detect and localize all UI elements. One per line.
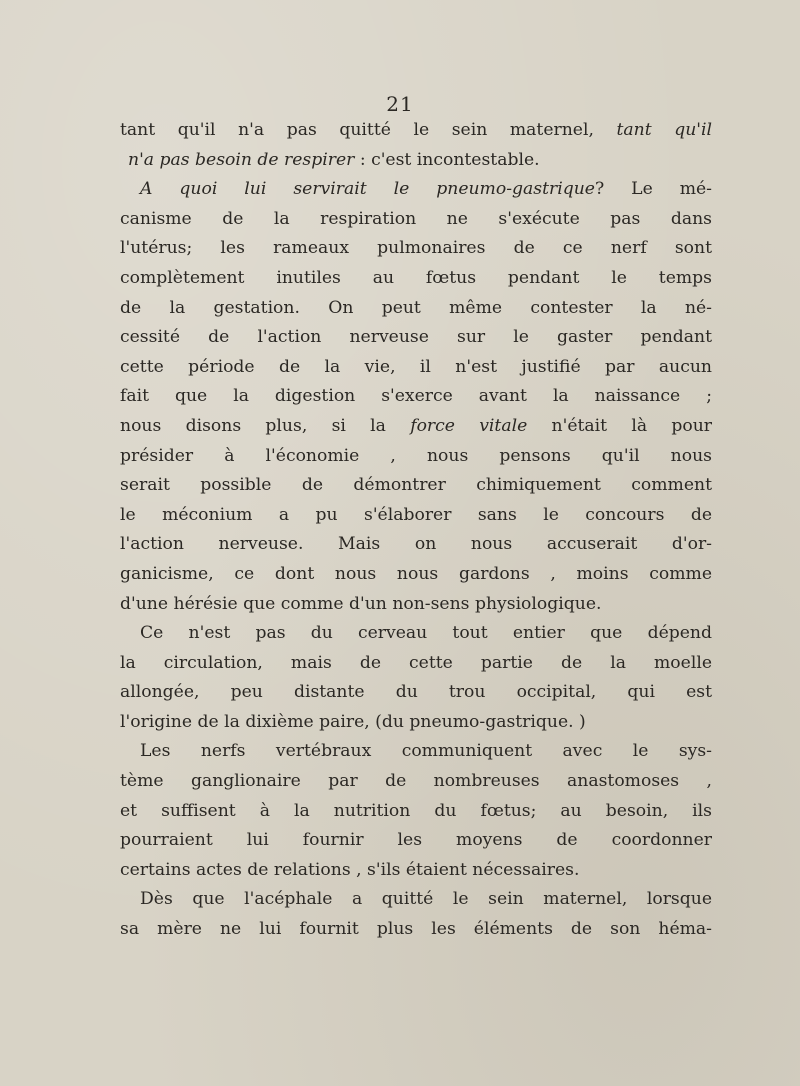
italic-text: force vitale <box>410 415 528 436</box>
text-run: cessité de l'action nerveuse sur le gaster pendant <box>120 327 712 348</box>
text-run: fait que la digestion s'exerce avant la naissance ; <box>120 386 712 407</box>
text-line <box>120 560 712 590</box>
text-run: pourraient lui fournir les moyens de coordonner <box>120 830 712 851</box>
text-run: Ce n'est pas du cerveau tout entier que dépend <box>140 623 712 644</box>
text-line <box>120 234 712 264</box>
text-run: de la gestation. On peut même contester la né- <box>120 297 712 318</box>
text-line <box>120 708 712 738</box>
text-line <box>120 885 712 915</box>
text-line <box>120 501 712 531</box>
text-run: présider à l'économie , nous pensons qu'il nous <box>120 445 712 466</box>
text-run: Les nerfs vertébraux communiquent avec le sys- <box>140 741 712 762</box>
text-run: sa mère ne lui fournit plus les éléments de son héma- <box>120 919 712 940</box>
text-line <box>120 826 712 856</box>
body-text <box>120 116 712 945</box>
text-line <box>120 382 712 412</box>
text-line <box>120 767 712 797</box>
text-run: tant qu'il n'a pas quitté le sein maternel, <box>120 120 617 140</box>
italic-text: A quoi lui servirait le pneumo-gastrique <box>140 179 595 200</box>
text-line <box>120 590 712 620</box>
text-line <box>120 737 712 767</box>
text-line <box>120 442 712 472</box>
text-run: canisme de la respiration ne s'exécute pas dans <box>120 208 712 229</box>
text-run: complètement inutiles au fœtus pendant le temps <box>120 267 712 288</box>
text-run: n'était là pour <box>527 415 713 436</box>
text-run: serait possible de démontrer chimiquement comment <box>120 475 712 496</box>
text-line <box>120 797 712 827</box>
text-run: certains actes de relations , s'ils étaient nécessaires. <box>120 859 580 880</box>
text-run: l'action nerveuse. Mais on nous accuserait d'or- <box>120 534 712 555</box>
text-line <box>120 146 712 176</box>
text-run: : c'est incontestable. <box>354 149 540 170</box>
text-run: le méconium a pu s'élaborer sans le concours de <box>120 504 712 525</box>
text-run: d'une hérésie que comme d'un non-sens physiologique. <box>120 593 602 614</box>
text-line <box>120 649 712 679</box>
text-run: allongée, peu distante du trou occipital, qui est <box>120 682 712 703</box>
text-line <box>120 678 712 708</box>
text-run: l'origine de la dixième paire, (du pneumo-gastrique. ) <box>120 711 586 732</box>
text-run: cette période de la vie, il n'est justifié par aucun <box>120 356 712 377</box>
text-run: la circulation, mais de cette partie de la moelle <box>120 652 712 673</box>
italic-text: tant qu'il <box>616 120 713 140</box>
text-line <box>120 353 712 383</box>
text-run: tème ganglionaire par de nombreuses anastomoses , <box>120 771 712 792</box>
text-line <box>120 264 712 294</box>
text-run: Dès que l'acéphale a quitté le sein maternel, lorsque <box>140 889 712 910</box>
text-line <box>120 116 712 146</box>
text-run: ganicisme, ce dont nous nous gardons , moins comme <box>120 563 712 584</box>
page-number: 21 <box>386 92 414 116</box>
text-line <box>120 915 712 945</box>
text-line <box>120 294 712 324</box>
text-line <box>120 619 712 649</box>
text-run: ? Le mé- <box>594 179 712 200</box>
italic-text: n'a pas besoin de respirer <box>128 149 355 170</box>
text-run: et suffisent à la nutrition du fœtus; au besoin, ils <box>120 800 712 821</box>
text-line <box>120 856 712 886</box>
text-line <box>120 471 712 501</box>
text-line <box>120 530 712 560</box>
text-line <box>120 323 712 353</box>
text-line <box>120 175 712 205</box>
text-line <box>120 205 712 235</box>
text-run: l'utérus; les rameaux pulmonaires de ce nerf sont <box>120 238 712 259</box>
text-run: nous disons plus, si la <box>120 415 411 436</box>
text-line <box>120 412 712 442</box>
